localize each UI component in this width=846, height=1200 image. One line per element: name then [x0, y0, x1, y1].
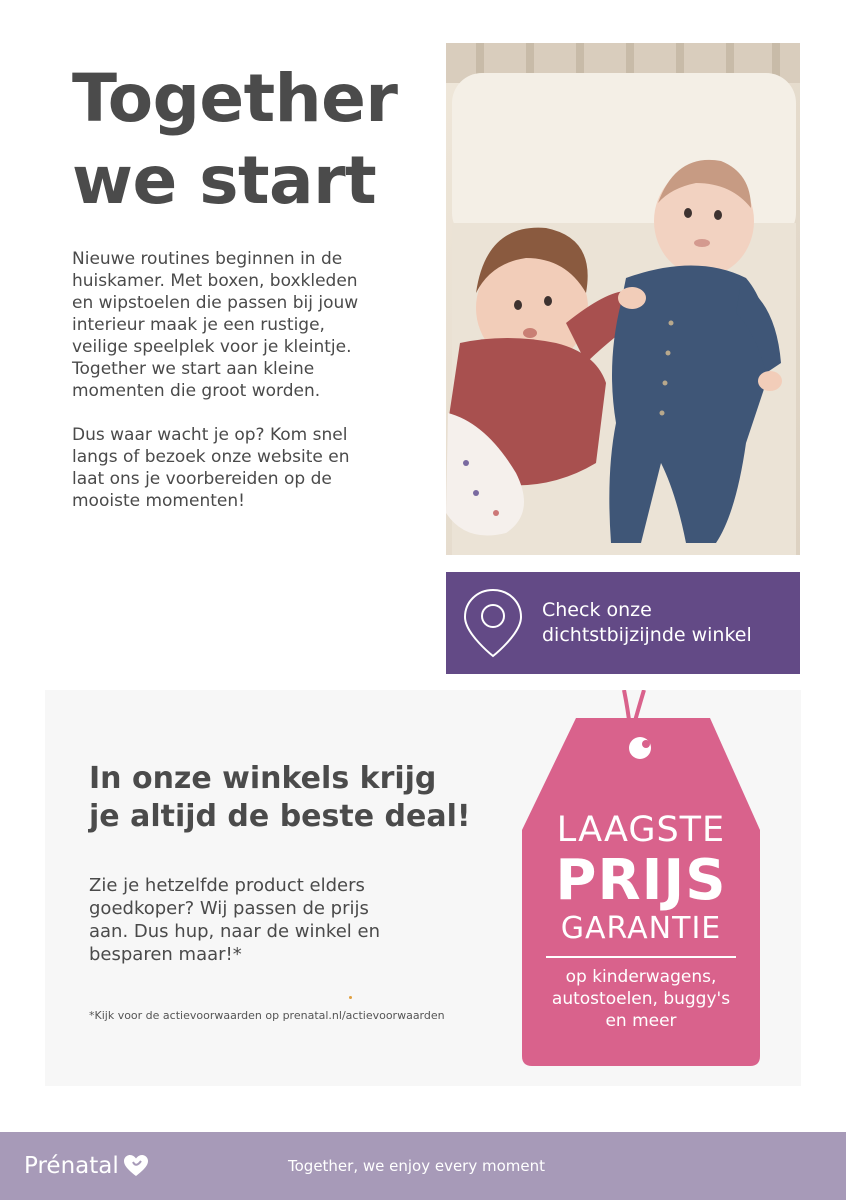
deal-text: Zie je hetzelfde product elders goedkoper? Wij passen de prijs aan. Dus hup, naar de winkel en besparen maar!* [89, 875, 380, 965]
location-pin-icon [462, 587, 524, 659]
babies-illustration [446, 43, 800, 555]
hero-title [72, 58, 397, 222]
hero-title-line-2: we start [72, 142, 377, 219]
brand-name: Prénatal [24, 1153, 119, 1179]
tag-line-2: PRIJS [555, 848, 727, 913]
price-tag-text [522, 810, 760, 1032]
nearest-store-label: Check onze dichtstbijzijnde winkel [542, 599, 752, 646]
intro-paragraph-1: Nieuwe routines beginnen in de huiskamer. Met boxen, boxkleden en wipstoelen die passen bij jouw interieur maak je een rustige, veilige speelplek voor je kleintje. Together we start aan kleine momenten die groot worden. [72, 249, 359, 401]
babies-photo [446, 43, 800, 555]
heart-logo-icon [123, 1154, 149, 1178]
footer-slogan: Together, we enjoy every moment [288, 1157, 546, 1175]
intro-paragraph-2: Dus waar wacht je op? Kom snel langs of bezoek onze website en laat ons je voorbereiden op de mooiste momenten! [72, 425, 350, 511]
brand-logo[interactable] [24, 1152, 149, 1180]
nearest-store-button[interactable] [446, 572, 800, 674]
hero-title-line-1: Together [72, 60, 398, 137]
decorative-dot [349, 996, 352, 999]
footer [0, 1132, 846, 1200]
tag-divider [546, 956, 736, 958]
intro-text [72, 248, 402, 512]
tag-subline: op kinderwagens, autostoelen, buggy's en meer [551, 967, 731, 1031]
tag-line-3: GARANTIE [560, 911, 722, 946]
tag-line-1: LAAGSTE [556, 810, 726, 850]
deal-footnote: *Kijk voor de actievoorwaarden op prenatal.nl/actievoorwaarden [89, 1009, 445, 1022]
deal-title: In onze winkels krijg je altijd de beste deal! [89, 761, 471, 834]
